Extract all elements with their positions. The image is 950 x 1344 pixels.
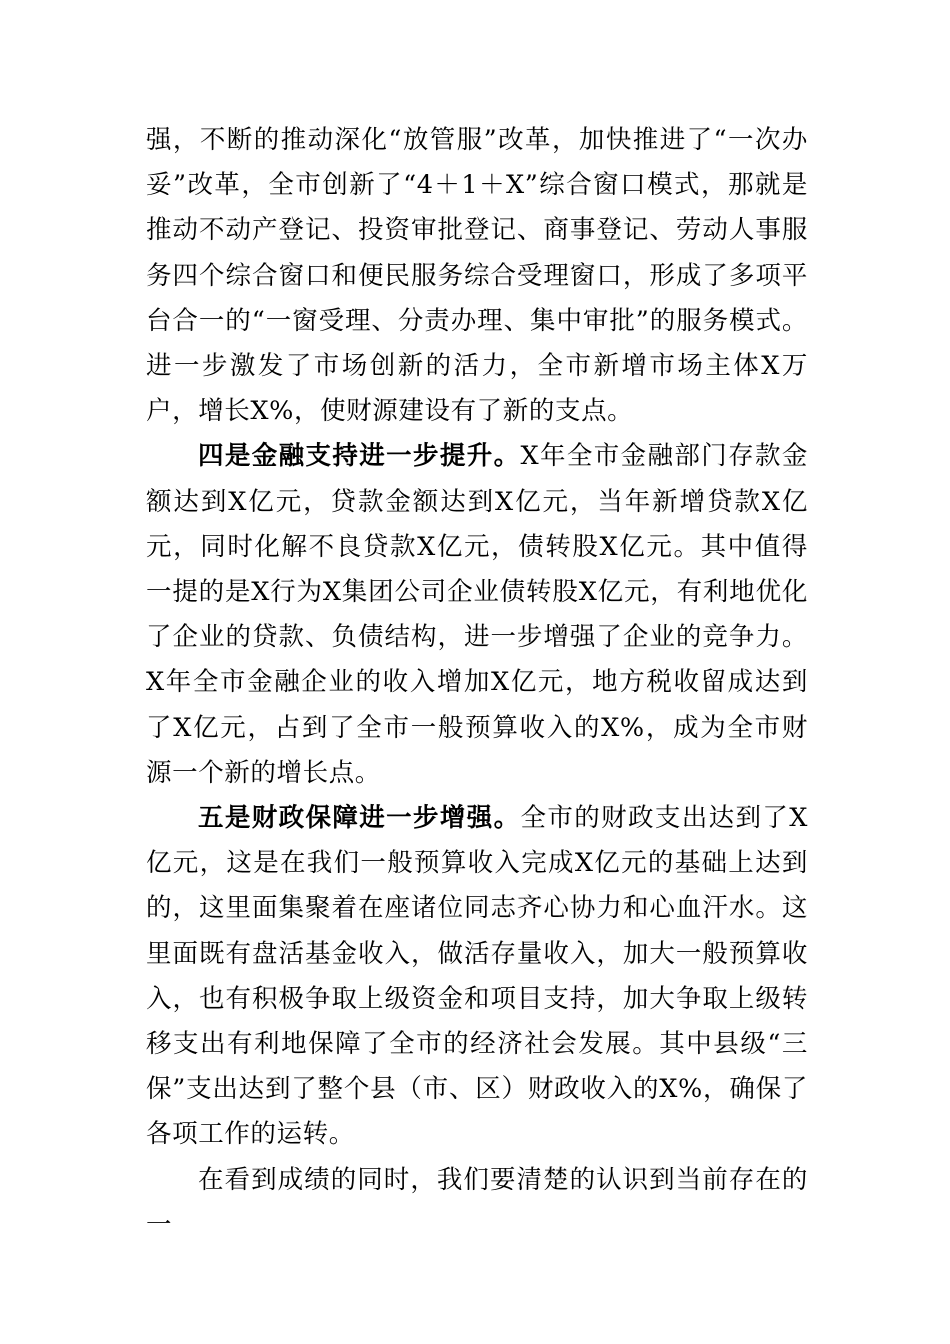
paragraph-heading: 四是金融支持进一步提升。 <box>198 441 521 472</box>
paragraph-text: 全市的财政支出达到了X亿元，这是在我们一般预算收入完成X亿元的基础上达到的，这里面集聚着在座诸位同志齐心协力和心血汗水。这里面既有盘活基金收入，做活存量收入，加大一般预算收入，也有积极争取上级资金和项目支持，加大争取上级转移支出有利地保障了全市的经济社会发展。其中县级“三保”支出达到了整个县（市、区）财政收入的X%，确保了各项工作的运转。 <box>146 803 808 1150</box>
paragraph-text: X年全市金融部门存款金额达到X亿元，贷款金额达到X亿元，当年新增贷款X亿元，同时化解不良贷款X亿元，债转股X亿元。其中值得一提的是X行为X集团公司企业债转股X亿元，有利地优化了企业的贷款、负债结构，进一步增强了企业的竞争力。X年全市金融企业的收入增加X亿元，地方税收留成达到了X亿元，占到了全市一般预算收入的X%，成为全市财源一个新的增长点。 <box>146 441 808 788</box>
paragraph-fiscal-guarantee <box>146 796 808 1158</box>
paragraph-heading: 五是财政保障进一步增强。 <box>198 803 521 834</box>
document-body <box>146 118 808 1248</box>
paragraph-finance-support <box>146 434 808 796</box>
paragraph-text: 强，不断的推动深化“放管服”改革，加快推进了“一次办妥”改革，全市创新了“4＋1＋X”综合窗口模式，那就是推动不动产登记、投资审批登记、商事登记、劳动人事服务四个综合窗口和便民服务综合受理窗口，形成了多项平台合一的“一窗受理、分责办理、集中审批”的服务模式。进一步激发了市场创新的活力，全市新增市场主体X万户，增长X%，使财源建设有了新的支点。 <box>146 125 808 427</box>
paragraph-text: 在看到成绩的同时，我们要清楚的认识到当前存在的一 <box>146 1164 808 1240</box>
paragraph-problems-intro <box>146 1158 808 1248</box>
paragraph-reform <box>146 118 808 434</box>
